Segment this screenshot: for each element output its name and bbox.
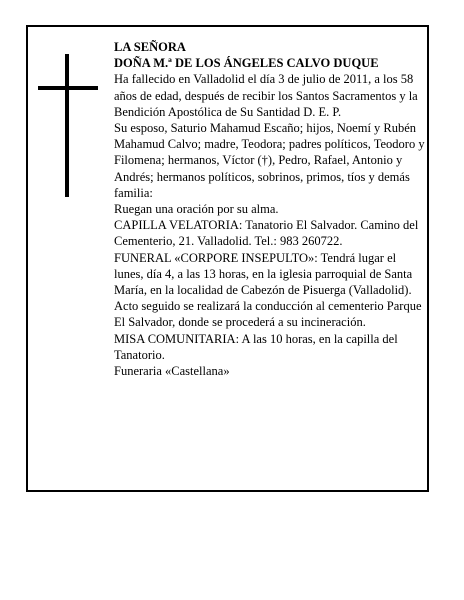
cross-horizontal-bar: [38, 86, 98, 90]
deceased-name: DOÑA M.ª DE LOS ÁNGELES CALVO DUQUE: [114, 56, 379, 71]
latin-cross-icon: [38, 54, 98, 197]
funeral-home: Funeraria «Castellana»: [114, 364, 230, 379]
mass-info: MISA COMUNITARIA: A las 10 horas, en la capilla del Tanatorio.: [114, 331, 398, 362]
cross-vertical-bar: [65, 54, 69, 197]
prayer-request: Ruegan una oración por su alma.: [114, 202, 279, 217]
notice-title: LA SEÑORA: [114, 40, 186, 54]
funeral-info: FUNERAL «CORPORE INSEPULTO»: Tendrá lugar el lunes, día 4, a las 13 horas, en la iglesia parroquial de Santa María, en la localidad de Cabezón de Pisuerga (Valladolid). Acto seguido se realizará la conducción al cementerio Parque El Salvador, donde se procederá a su incineración.: [114, 250, 422, 330]
notice-text: [114, 39, 426, 379]
death-announcement: Ha fallecido en Valladolid el día 3 de julio de 2011, a los 58 años de edad, después de recibir los Santos Sacramentos y la Bendición Apostólica de Su Santidad D. E. P.: [114, 72, 418, 119]
chapel-info: CAPILLA VELATORIA: Tanatorio El Salvador. Camino del Cementerio, 21. Valladolid. Tel.: 983 260722.: [114, 218, 419, 249]
family-list: Su esposo, Saturio Mahamud Escaño; hijos, Noemí y Rubén Mahamud Calvo; madre, Teodora; padres políticos, Teodoro y Filomena; hermanos, Víctor (†), Pedro, Rafael, Antonio y Andrés; hermanos políticos, sobrinos, primos, tíos y demás familia:: [114, 121, 425, 200]
